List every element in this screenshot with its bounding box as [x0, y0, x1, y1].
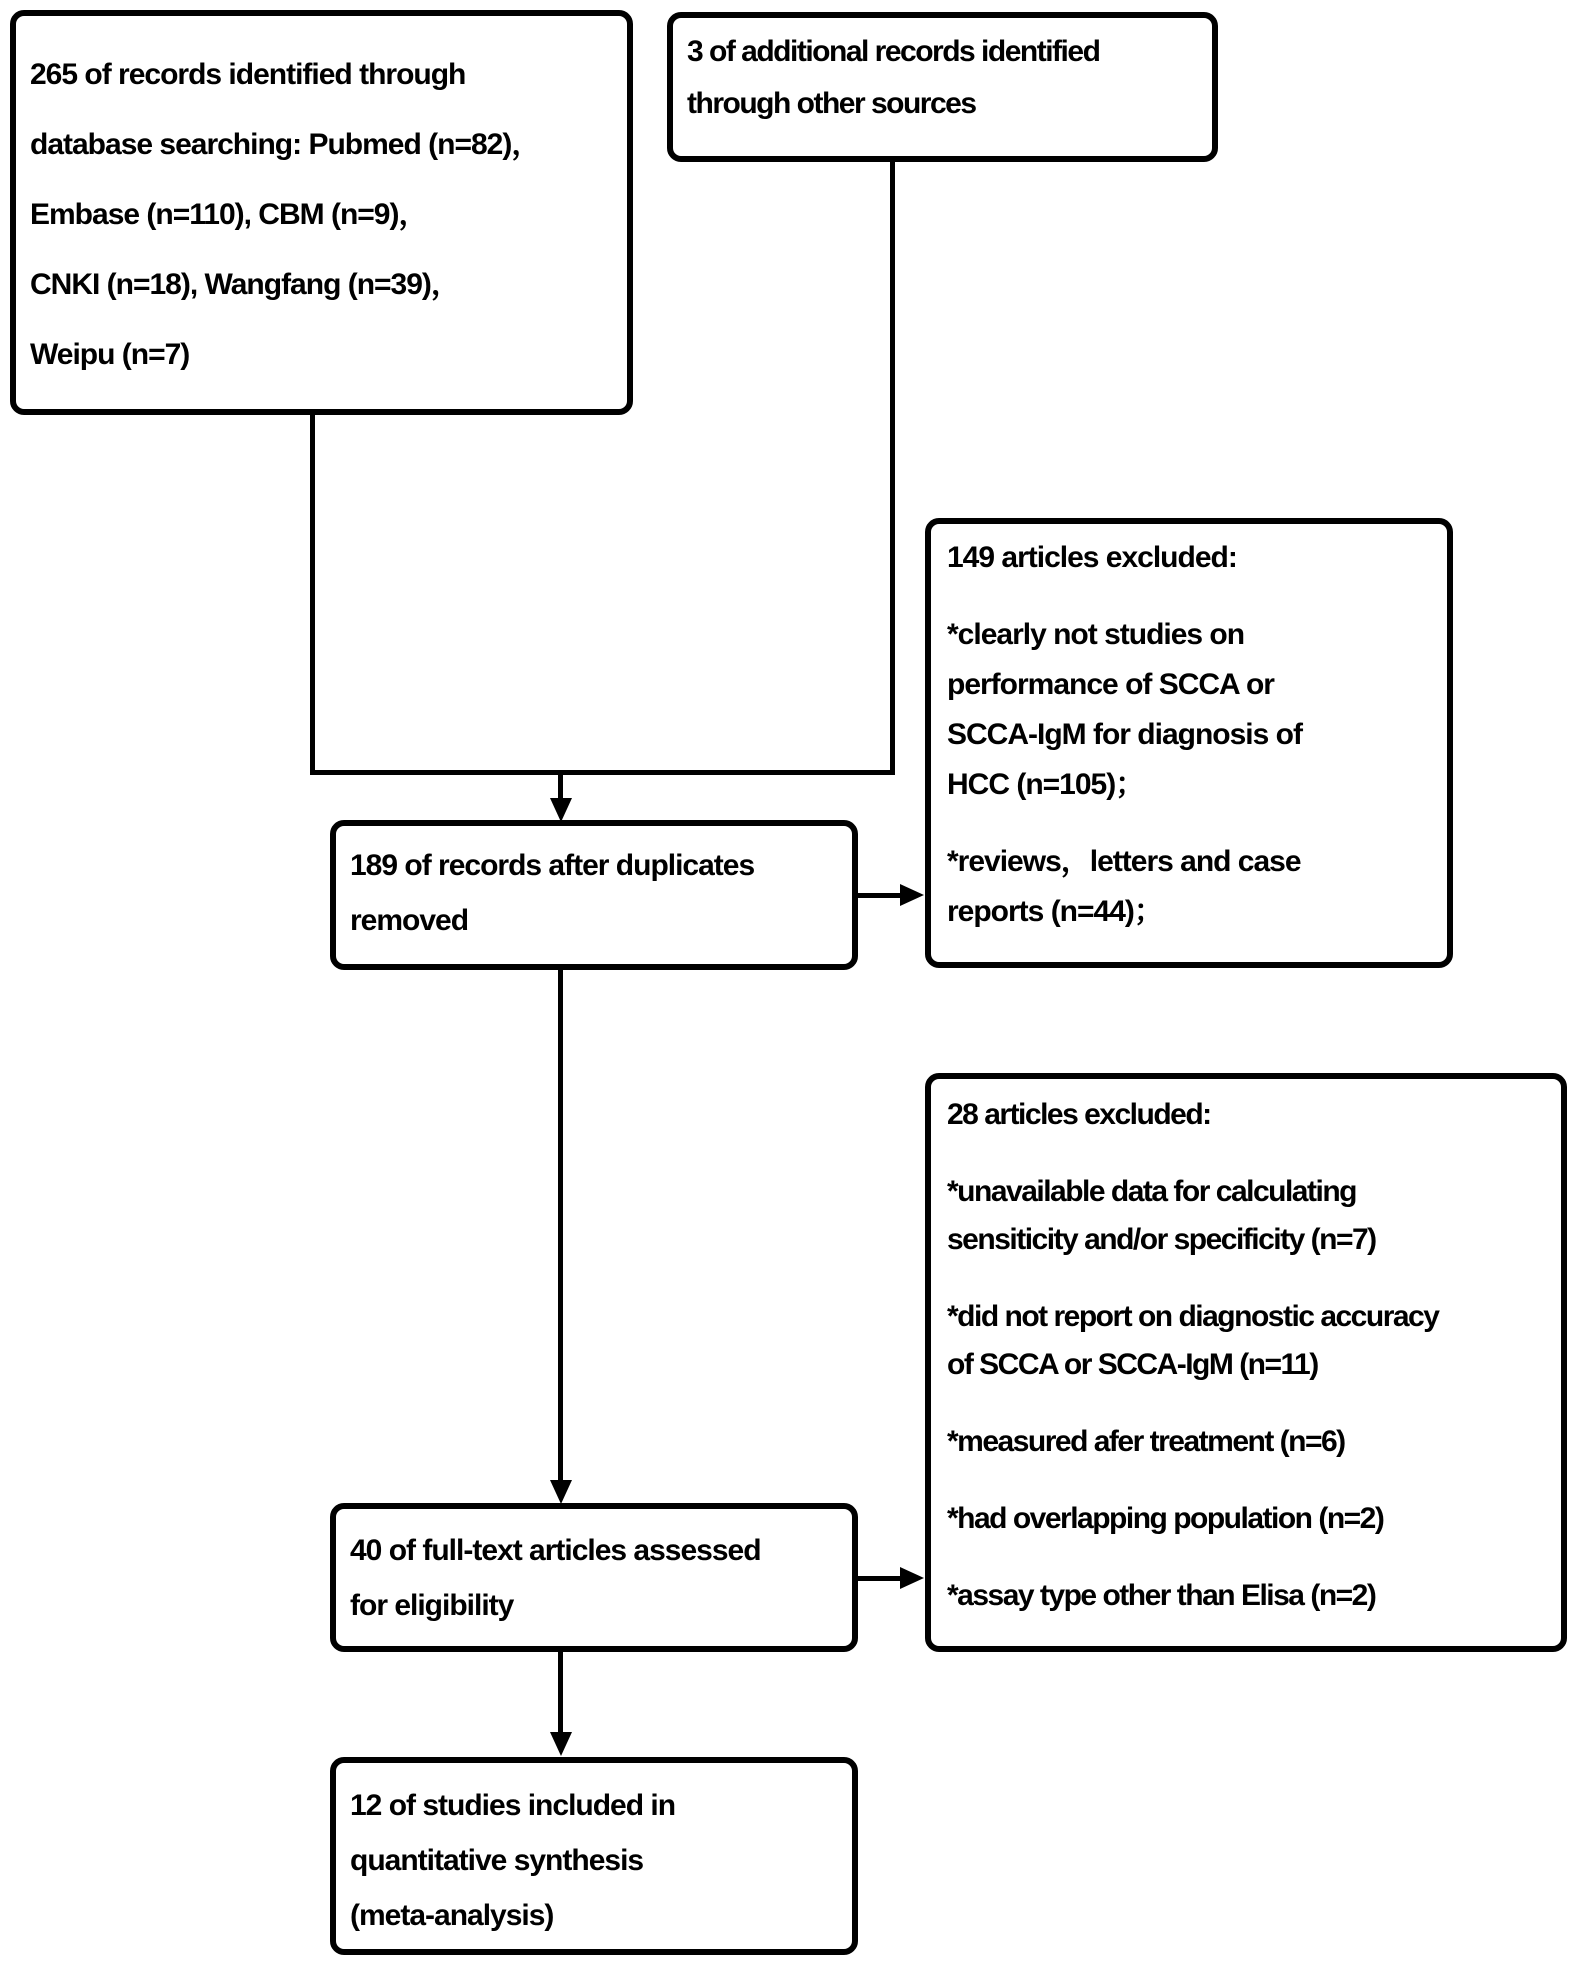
box-line: *reviews，letters and case: [947, 845, 1301, 878]
box-records-identified: [10, 10, 633, 415]
box-line: *unavailable data for calculating: [947, 1175, 1356, 1208]
box-excluded-149: [925, 518, 1453, 968]
exclusion-title: 149 articles excluded:: [947, 541, 1237, 574]
box-line: *had overlapping population (n=2): [947, 1502, 1384, 1535]
box-line: *clearly not studies on: [947, 618, 1245, 651]
box-line: CNKI (n=18), Wangfang (n=39)，: [30, 268, 460, 301]
connector-fulltext-to-included: [558, 1650, 563, 1738]
box-line: 40 of full-text articles assessed: [350, 1534, 761, 1567]
connector-merge-horizontal: [310, 770, 895, 775]
arrowhead-right-excluded28: [900, 1567, 924, 1589]
box-line: through other sources: [687, 87, 976, 120]
connector-additional-down: [890, 160, 895, 775]
box-line: removed: [350, 904, 469, 937]
box-line: sensiticity and/or specificity (n=7): [947, 1223, 1376, 1256]
arrowhead-down-included: [550, 1732, 572, 1756]
box-line: quantitative synthesis: [350, 1844, 644, 1877]
exclusion-reason: [947, 1293, 1555, 1389]
box-line: reports (n=44)；: [947, 895, 1163, 928]
exclusion-reason: [947, 837, 1441, 937]
connector-duplicates-to-fulltext: [558, 968, 563, 1486]
connector-duplicates-to-excluded149: [856, 893, 906, 898]
box-duplicates-removed: [330, 820, 858, 970]
box-line: *measured afer treatment (n=6): [947, 1425, 1345, 1458]
arrowhead-right-excluded149: [900, 884, 924, 906]
box-additional-records: [667, 12, 1218, 162]
box-line: of SCCA or SCCA-IgM (n=11): [947, 1348, 1318, 1381]
box-line: (meta-analysis): [350, 1899, 554, 1932]
exclusion-reason: [947, 1495, 1555, 1543]
box-line: 265 of records identified through: [30, 58, 466, 91]
box-line: 189 of records after duplicates: [350, 849, 755, 882]
box-line: Embase (n=110), CBM (n=9)，: [30, 198, 428, 231]
exclusion-reason: [947, 610, 1441, 810]
exclusion-title: 28 articles excluded:: [947, 1098, 1211, 1131]
connector-fulltext-to-excluded28: [856, 1576, 906, 1581]
box-excluded-28: [925, 1073, 1567, 1652]
exclusion-reason: [947, 1168, 1555, 1264]
box-included-12: [330, 1757, 858, 1955]
box-fulltext-assessed: [330, 1503, 858, 1652]
box-line: SCCA-IgM for diagnosis of: [947, 718, 1302, 751]
box-line: 12 of studies included in: [350, 1789, 676, 1822]
connector-records-down: [310, 413, 315, 775]
box-line: *assay type other than Elisa (n=2): [947, 1579, 1376, 1612]
box-line: for eligibility: [350, 1589, 514, 1622]
exclusion-reason: [947, 1572, 1555, 1620]
box-line: 3 of additional records identified: [687, 35, 1100, 68]
arrowhead-down-fulltext: [550, 1480, 572, 1504]
box-line: performance of SCCA or: [947, 668, 1274, 701]
box-line: Weipu (n=7): [30, 338, 190, 371]
exclusion-reason: [947, 1418, 1555, 1466]
box-line: HCC (n=105)；: [947, 768, 1145, 801]
arrowhead-down-duplicates: [550, 798, 572, 822]
box-line: *did not report on diagnostic accuracy: [947, 1300, 1439, 1333]
box-line: database searching: Pubmed (n=82)，: [30, 128, 541, 161]
